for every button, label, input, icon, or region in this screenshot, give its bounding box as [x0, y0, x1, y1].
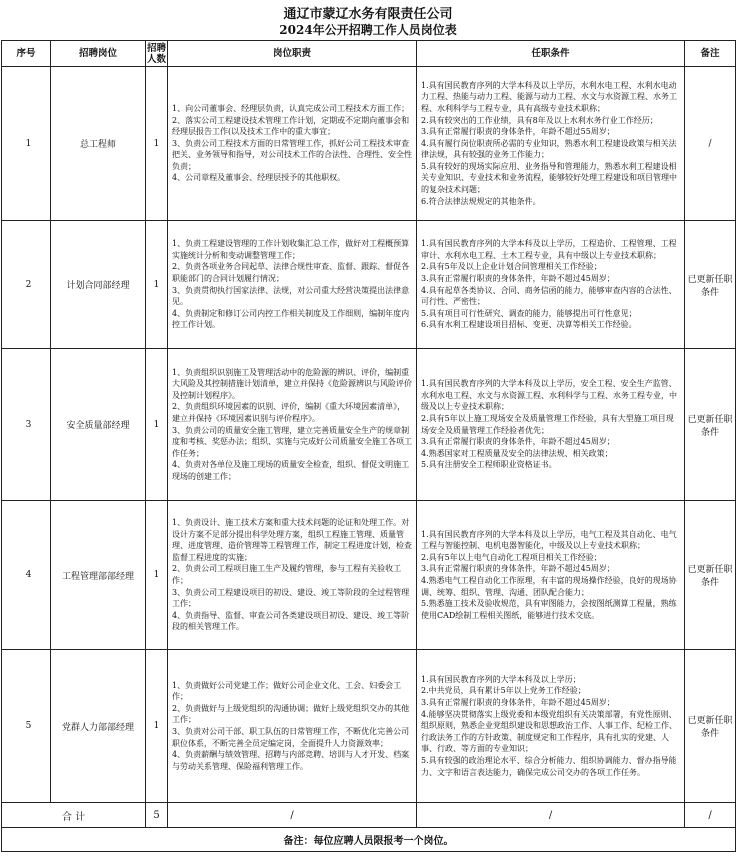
header-count: 招聘人数: [146, 42, 166, 65]
duty-item: 2、负责做好与上级党组织的沟通协调；做好上级党组织交办的其他工作；: [172, 703, 410, 725]
requirement-item: 3.具有正常履行职责的身体条件，年龄不超过45周岁；: [421, 698, 615, 708]
total-label: 合 计: [2, 803, 146, 828]
row-position: 安全质量部经理: [51, 349, 146, 501]
header-remarks: 备注: [685, 41, 736, 67]
duty-item: 1、负责做好公司党建工作；做好公司企业文化、工会、妇委会工作；: [172, 680, 402, 702]
header-position: 招聘岗位: [51, 41, 146, 67]
requirement-item: 2.具有5年及以上企业计划合同管理相关工作经验；: [421, 262, 602, 272]
duty-item: 3、负责对公司干部、职工队伍的日常管理工作，不断优化完善公司职位体系，不断完善全员定编定岗，全面提升人力资源效率；: [172, 727, 410, 748]
table-row: [2, 67, 736, 221]
table-row: [2, 221, 736, 349]
duty-item: 1、负责工程建设管理的工作计划收集汇总工作，做好对工程概预算实施统计分析和变动调整管理工作；: [172, 239, 410, 260]
row-no: 5: [2, 650, 51, 803]
row-position: 党群人力部部经理: [51, 650, 146, 803]
positions-table: [1, 40, 736, 852]
requirement-item: 2.中共党员，具有累计5年以上党务工作经验；: [421, 686, 586, 696]
header-duties: 岗位职责: [168, 41, 417, 67]
row-count: 1: [146, 349, 168, 501]
row-duties: [168, 501, 417, 650]
document-title: 通辽市蒙辽水务有限责任公司: [283, 7, 453, 22]
row-duties: [168, 349, 417, 501]
total-duties: /: [168, 803, 417, 828]
row-no: 4: [2, 501, 51, 650]
requirement-item: 3.具有正常履行职责的身体条件，年龄不超过45周岁；: [421, 273, 615, 283]
requirement-item: 1.具有国民教育序列的大学本科及以上学历，安全工程、安全生产监管、水利水电工程、水文与水资源工程、水利科学与工程、水务工程专业，中级及以上专业技术职称；: [421, 379, 677, 412]
duty-item: 4、负责对各单位及施工现场的质量安全检查，组织、督促文明施工现场的创建工作；: [172, 460, 410, 481]
requirement-item: 5.具有较好的现场实际应用、业务指导和管理能力，熟悉水利工程建设相关专业知识、专业技术和业务流程，能够较好处理工程建设和项目管理中的复杂技术问题；: [421, 161, 677, 195]
note-row: [2, 828, 736, 852]
footer-note: 备注：每位应聘人员限报考一个岗位。: [2, 828, 736, 852]
requirement-item: 4.具有履行岗位职责所必需的专业知识，熟悉水利工程建设政策与相关法律法规，具有较强的业务工作能力；: [421, 138, 677, 160]
requirement-item: 1.具有国民教育序列的大学本科及以上学历；: [421, 674, 581, 684]
requirement-item: 4.能够坚决贯彻落实上级党委和本级党组织有关决策部署，有党性原则、组织原则，熟悉企业党组织建设和思想政治工作、人事工作、纪检工作、行政法务工作的方针政策、制度规定和工作程序，具有扎实的党建、人事、行政、等方面的专业知识；: [421, 709, 677, 754]
row-position: 工程管理部部经理: [51, 501, 146, 650]
table-row: [2, 650, 736, 803]
row-remarks: 已更新任职条件: [685, 650, 736, 803]
row-position: 计划合同部经理: [51, 221, 146, 349]
row-count: 1: [146, 501, 168, 650]
duty-item: 3、负责贯彻执行国家法律、法规，对公司重大经营决策提出法律意见。: [172, 285, 410, 307]
header-row: [2, 41, 736, 67]
duty-item: 2、负责公司工程项目施工生产及履约管理，参与工程有关验收工作；: [172, 564, 402, 585]
row-remarks: 已更新任职条件: [685, 349, 736, 501]
row-duties: [168, 67, 417, 221]
duty-item: 2、落实公司工程建设技术管理工作计划，定期或不定期向董事会和经理层报告工作(以及技术工作中的重大事宜；: [172, 115, 410, 137]
requirement-item: 5.熟悉施工技术及验收规范，具有审图能力，会按图纸测算工程量，熟练使用CAD绘制工程相关图纸，能够进行技术交底。: [421, 599, 677, 620]
duty-item: 4、负责薪酬与绩效管理、招聘与内部竞聘、培训与人才开发、档案与劳动关系管理、保险福利管理工作。: [172, 750, 410, 771]
duty-item: 2、负责各项业务合同起草、法律合规性审查、监督、跟踪、督促各职能部门的合同计划履行情况；: [172, 262, 410, 283]
row-requirements: [417, 67, 685, 221]
requirement-item: 5.具有注册安全工程师职业资格证书。: [421, 460, 557, 470]
duty-item: 3、负责公司工程技术方面的日常管理工作，抓好公司工程技术审查把关、业务领导和指导，对公司技术工作的合法性、合理性、安全性负责；: [172, 138, 412, 171]
row-requirements: [417, 501, 685, 650]
requirement-item: 4.熟悉电气工程自动化工作原理，有丰富的现场操作经验，良好的现场协调、统筹、组织、管理、沟通、团队配合能力；: [421, 576, 677, 597]
duty-item: 1、负责组织识别施工及管理活动中的危险源的辨识、评价，编制重大风险及其控制措施计划清单，建立并保持《危险源辨识与风险评价及控制计划程序》。: [172, 367, 412, 400]
row-remarks: /: [685, 67, 736, 221]
row-remarks: 已更新任职条件: [685, 501, 736, 650]
row-duties: [168, 221, 417, 349]
header-no: 序号: [2, 41, 51, 67]
duty-item: 2、负责组织环境因素的识别、评价，编制《重大环境因素清单》，建立并保持《环境因素识别与评价程序》。: [172, 402, 406, 423]
row-requirements: [417, 650, 685, 803]
row-no: 2: [2, 221, 51, 349]
row-no: 1: [2, 67, 51, 221]
duty-item: 1、向公司董事会、经理层负责，认真完成公司工程技术方面工作；: [172, 103, 410, 113]
table-row: [2, 349, 736, 501]
requirement-item: 2.具有较突出的工作业绩，具有8年及以上水利水务行业工作经历；: [421, 115, 658, 125]
row-count: 1: [146, 650, 168, 803]
requirement-item: 6.具有水利工程建设项目招标、变更、决算等相关工作经验。: [421, 320, 637, 330]
requirement-item: 5.具有项目可行性研究、调查的能力，能够提出可行性意见；: [421, 308, 637, 318]
requirement-item: 6.符合法律法规规定的其他条件。: [421, 196, 541, 206]
requirement-item: 1.具有国民教育序列的大学本科及以上学历，电气工程及其自动化、电气工程与智能控制、电机电器智能化，中级及以上专业技术职称；: [421, 529, 677, 551]
row-requirements: [417, 221, 685, 349]
table-row: [2, 501, 736, 650]
duty-item: 3、负责公司的质量安全施工管理，建立完善质量安全生产的规章制度和考核、奖惩办法；组织、实施与完成好公司质量安全施工各项工作任务；: [172, 425, 412, 458]
requirement-item: 1.具有国民教育序列的大学本科及以上学历，水利水电工程、水利水电动力工程、热能与动力工程、能源与动力工程、水文与水资源工程、水务工程、水利科学与工程专业，具有高级专业技术职称；: [421, 80, 677, 113]
requirement-item: 3.具有正常履行职责的身体条件，年龄不超过55周岁；: [421, 127, 615, 137]
row-requirements: [417, 349, 685, 501]
document-subtitle: 2024年公开招聘工作人员岗位表: [279, 23, 457, 37]
requirement-item: 1.具有国民教育序列的大学本科及以上学历，工程造价、工程管理、工程审计、水利水电工程、土木工程专业，具有中级以上专业技术职称；: [421, 239, 677, 260]
requirement-item: 5.具有较强的政治理论水平、综合分析能力、组织协调能力、督办指导能力、文字和语言表达能力，确保完成公司交办的各项工作任务。: [421, 755, 677, 777]
duty-item: 3、负责公司工程建设项目的初设、建设、竣工等阶段的全过程管理工作；: [172, 587, 410, 609]
row-remarks: 已更新任职条件: [685, 221, 736, 349]
duty-item: 4、负责制定和修订公司内控工作相关制度及工作细则，编制年度内控工作计划。: [172, 308, 410, 330]
row-count: 1: [146, 221, 168, 349]
duty-item: 1、负责设计、施工技术方案和重大技术问题的论证和处理工作。对设计方案不足部分提出科学处理方案，组织工程施工管理、质量管理、进度管理、造价管理等工程管理工作，制定工程进度计划，检查监督工程进度的实施；: [172, 518, 412, 562]
total-remarks: /: [685, 803, 736, 828]
requirement-item: 3.具有正常履行职责的身体条件，年龄不超过45周岁；: [421, 564, 615, 574]
row-no: 3: [2, 349, 51, 501]
total-row: [2, 803, 736, 828]
duty-item: 4、负责指导、监督、审查公司各类建设项目初设、建设、竣工等阶段的相关管理工作。: [172, 610, 410, 632]
row-count: 1: [146, 67, 168, 221]
row-position: 总工程师: [51, 67, 146, 221]
row-duties: [168, 650, 417, 803]
requirement-item: 2.具有5年以上电气自动化工程项目相关工作经验；: [421, 552, 602, 562]
header-requirements: 任职条件: [417, 41, 685, 67]
requirement-item: 3.具有正常履行职责的身体条件，年龄不超过45周岁；: [421, 437, 615, 447]
duty-item: 4、公司章程及董事会、经理层授予的其他职权。: [172, 173, 346, 183]
requirement-item: 4.熟悉国家对工程质量及安全的法律法规、相关政策；: [421, 448, 613, 458]
total-requirements: /: [417, 803, 685, 828]
requirement-item: 4.具有起草各类协议、合同、商务信函的能力，能够审查内容的合法性、可行性、严密性；: [421, 285, 677, 307]
total-count: 5: [146, 803, 168, 828]
requirement-item: 2.具有5年以上施工现场安全及质量管理工作经验，具有大型施工项目现场安全及质量管理工作经验者优先；: [421, 413, 674, 435]
